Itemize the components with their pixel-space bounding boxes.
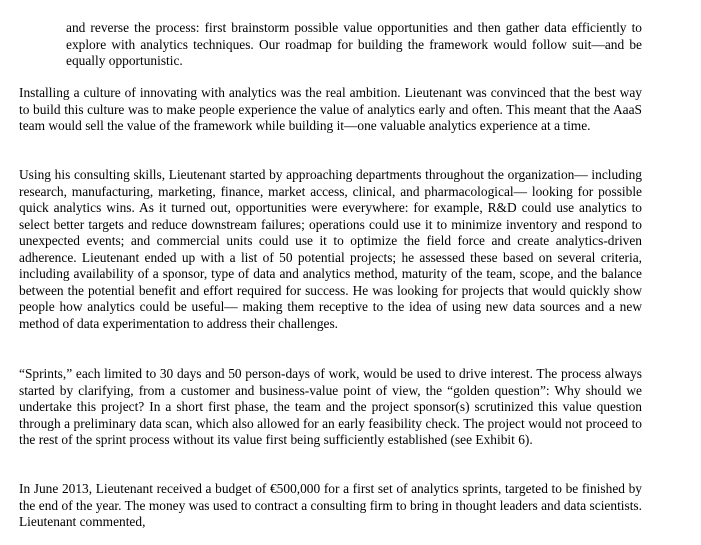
paragraph-consulting-skills: Using his consulting skills, Lieutenant started by approaching departments throughout the organization— including research, manufacturing, marketing, finance, market access, clinical, and pharmacological— looking for possible quick analytics wins. As it turned out, opportunities were everywhere: for example, R&D could use analytics to select better targets and reduce downstream failures; operations could use it to minimize inventory and respond to unexpected events; and commercial units could use it to optimize the field force and create analytics-driven adherence. Lieutenant ended up with a list of 50 potential projects; he assessed these based on several criteria, including availability of a sponsor, type of data and analytics method, maturity of the team, scope, and the balance between the potential benefit and effort required for success. He was looking for projects that would quickly show people how analytics could be useful— making them receptive to the idea of using new data sources and a new method of data experimentation to address their challenges. — [19, 167, 642, 331]
paragraph-budget: In June 2013, Lieutenant received a budget of €500,000 for a first set of analytics sprints, targeted to be finished by the end of the year. The money was used to contract a consulting firm to bring in thought leaders and data scientists. Lieutenant commented, — [19, 481, 642, 529]
paragraph-culture-ambition: Installing a culture of innovating with analytics was the real ambition. Lieutenant was convinced that the best way to build this culture was to make people experience the value of analytics early and often. This meant that the AaaS team would sell the value of the framework while building it—one valuable analytics experience at a time. — [19, 85, 642, 133]
paragraph-sprints: “Sprints,” each limited to 30 days and 50 person-days of work, would be used to drive interest. The process always started by clarifying, from a customer and business-value point of view, the “golden question”: Why should we undertake this project? In a short first phase, the team and the project sponsor(s) scrutinized this value question through a preliminary data scan, which also allowed for an early feasibility check. The project would not proceed to the rest of the sprint process without its value first being sufficiently established (see Exhibit 6). — [19, 366, 642, 447]
quote-paragraph-continuation: and reverse the process: first brainstorm possible value opportunities and then gather data efficiently to explore with analytics techniques. Our roadmap for building the framework would follow suit—and be equally opportunistic. — [66, 20, 642, 68]
